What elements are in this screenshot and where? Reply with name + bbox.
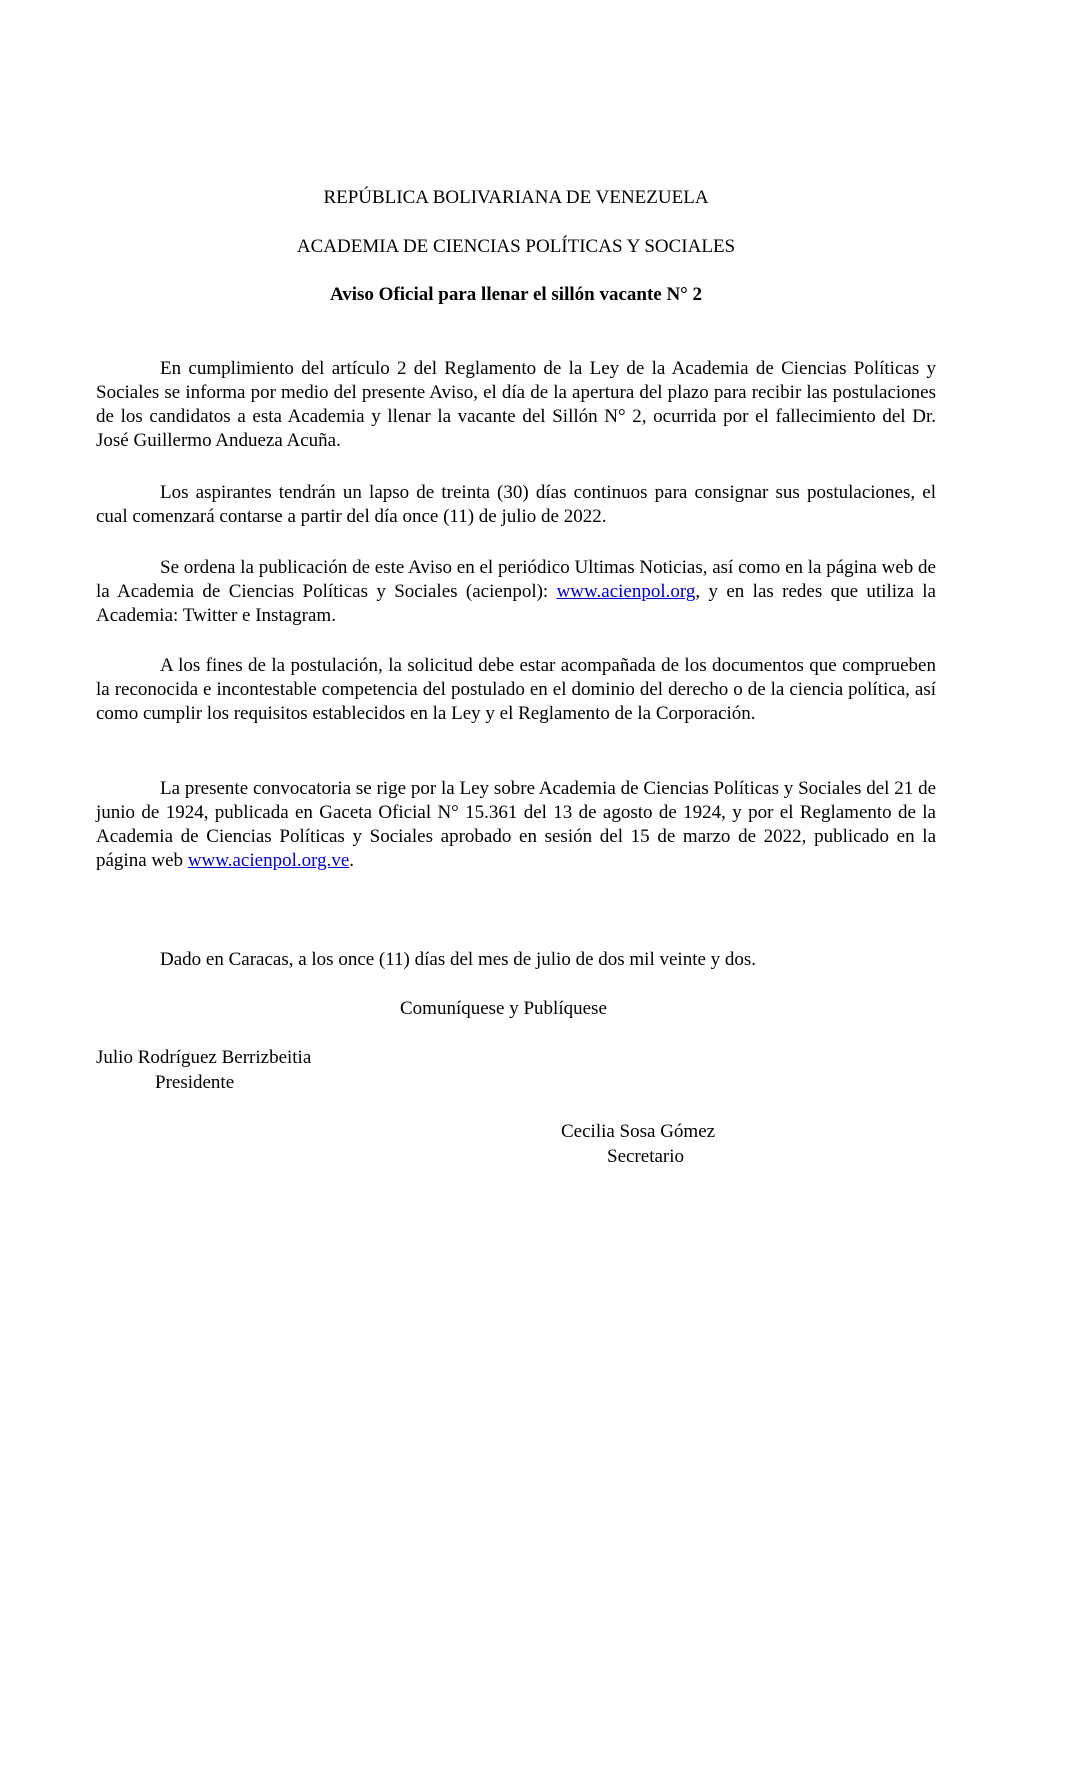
paragraph-publication bbox=[96, 556, 936, 628]
president-name: Julio Rodríguez Berrizbeitia bbox=[96, 1047, 312, 1068]
country-heading: REPÚBLICA BOLIVARIANA DE VENEZUELA bbox=[323, 187, 709, 208]
notice-title: Aviso Oficial para llenar el sillón vacante N° 2 bbox=[329, 284, 703, 305]
date-line: Dado en Caracas, a los once (11) días del mes de julio de dos mil veinte y dos. bbox=[160, 949, 757, 970]
paragraph-deadline: Los aspirantes tendrán un lapso de treinta (30) días continuos para consignar sus postulaciones, el cual comenzará contarse a partir del día once (11) de julio de 2022. bbox=[96, 482, 936, 527]
secretary-role: Secretario bbox=[607, 1146, 685, 1167]
publication-text-start: Se ordena la publicación de este Aviso en el periódico Ultimas Noticias, así como en la página web de la Academia de Ciencias Políticas y Sociales (acienpol): bbox=[96, 557, 936, 602]
paragraph-requirements: A los fines de la postulación, la solicitud debe estar acompañada de los documentos que comprueben la reconocida e incontestable competencia del postulado en el dominio del derecho o de la ciencia política, así como cumplir los requisitos establecidos en la Ley y el Reglamento de la Corporación. bbox=[96, 655, 936, 724]
closing-formula: Comuníquese y Publíquese bbox=[400, 998, 607, 1019]
acienpol-org-ve-link[interactable]: www.acienpol.org.ve bbox=[187, 850, 350, 871]
paragraph-legal-basis bbox=[96, 777, 936, 873]
president-role: Presidente bbox=[155, 1072, 235, 1093]
publication-text-end: , y en las redes que utiliza la Academia: Twitter e Instagram. bbox=[96, 581, 936, 626]
secretary-name: Cecilia Sosa Gómez bbox=[561, 1121, 716, 1142]
legal-basis-text-end: . bbox=[349, 850, 355, 871]
paragraph-opening: En cumplimiento del artículo 2 del Reglamento de la Ley de la Academia de Ciencias Políticas y Sociales se informa por medio del presente Aviso, el día de la apertura del plazo para recibir las postulaciones de los candidatos a esta Academia y llenar la vacante del Sillón N° 2, ocurrida por el fallecimiento del Dr. José Guillermo Andueza Acuña. bbox=[96, 358, 936, 451]
acienpol-org-link[interactable]: www.acienpol.org bbox=[556, 581, 696, 602]
legal-basis-text: La presente convocatoria se rige por la Ley sobre Academia de Ciencias Políticas y Sociales del 21 de junio de 1924, publicada en Gaceta Oficial N° 15.361 del 13 de agosto de 1924, y por el Reglamento de la Academia de Ciencias Políticas y Sociales aprobado en sesión del 15 de marzo de 2022, publicado en la página web bbox=[96, 778, 936, 871]
institution-heading: ACADEMIA DE CIENCIAS POLÍTICAS Y SOCIALES bbox=[296, 236, 736, 257]
